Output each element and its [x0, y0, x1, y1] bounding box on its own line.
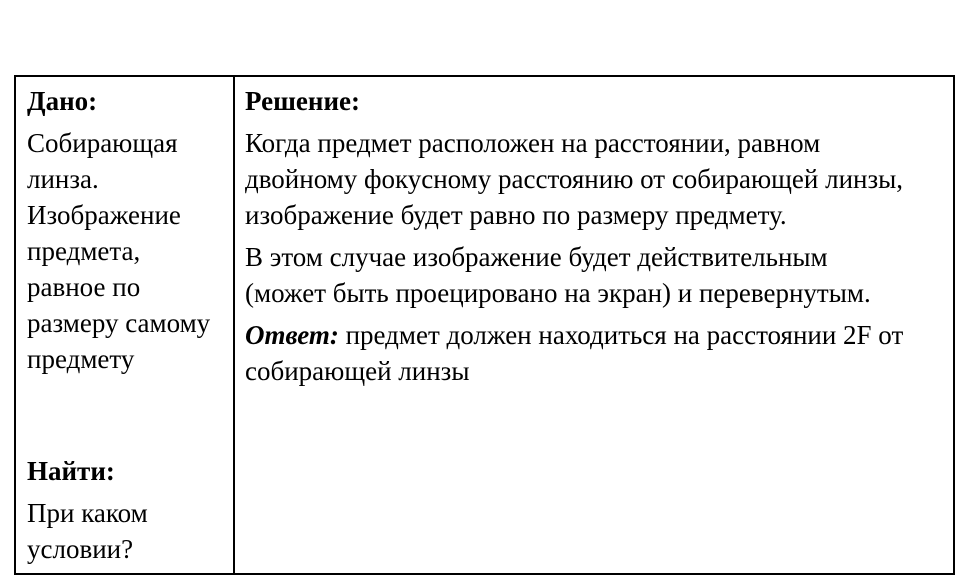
find-heading: Найти:: [27, 456, 115, 486]
answer-label: Ответ:: [245, 320, 339, 350]
solution-paragraph-1: Когда предмет расположен на расстоянии, равном двойному фокусному расстоянию от собирающей линзы, изображение будет равно по размеру предмету.: [245, 128, 904, 230]
solution-column: [235, 77, 953, 573]
solution-paragraph-2: В этом случае изображение будет действительным (может быть проецировано на экран) и перевернутым.: [245, 242, 871, 308]
find-text: При каком условии?: [27, 498, 148, 564]
given-heading: Дано:: [27, 86, 98, 116]
given-column: [16, 77, 235, 573]
given-text: Собирающая линза. Изображение предмета, равное по размеру самому предмету: [27, 128, 211, 374]
answer-text: предмет должен находиться на расстоянии 2F от собирающей линзы: [245, 320, 904, 386]
answer-paragraph: [245, 317, 935, 389]
task-table: [14, 75, 955, 575]
find-block: [27, 455, 187, 567]
solution-heading: Решение:: [245, 86, 360, 116]
